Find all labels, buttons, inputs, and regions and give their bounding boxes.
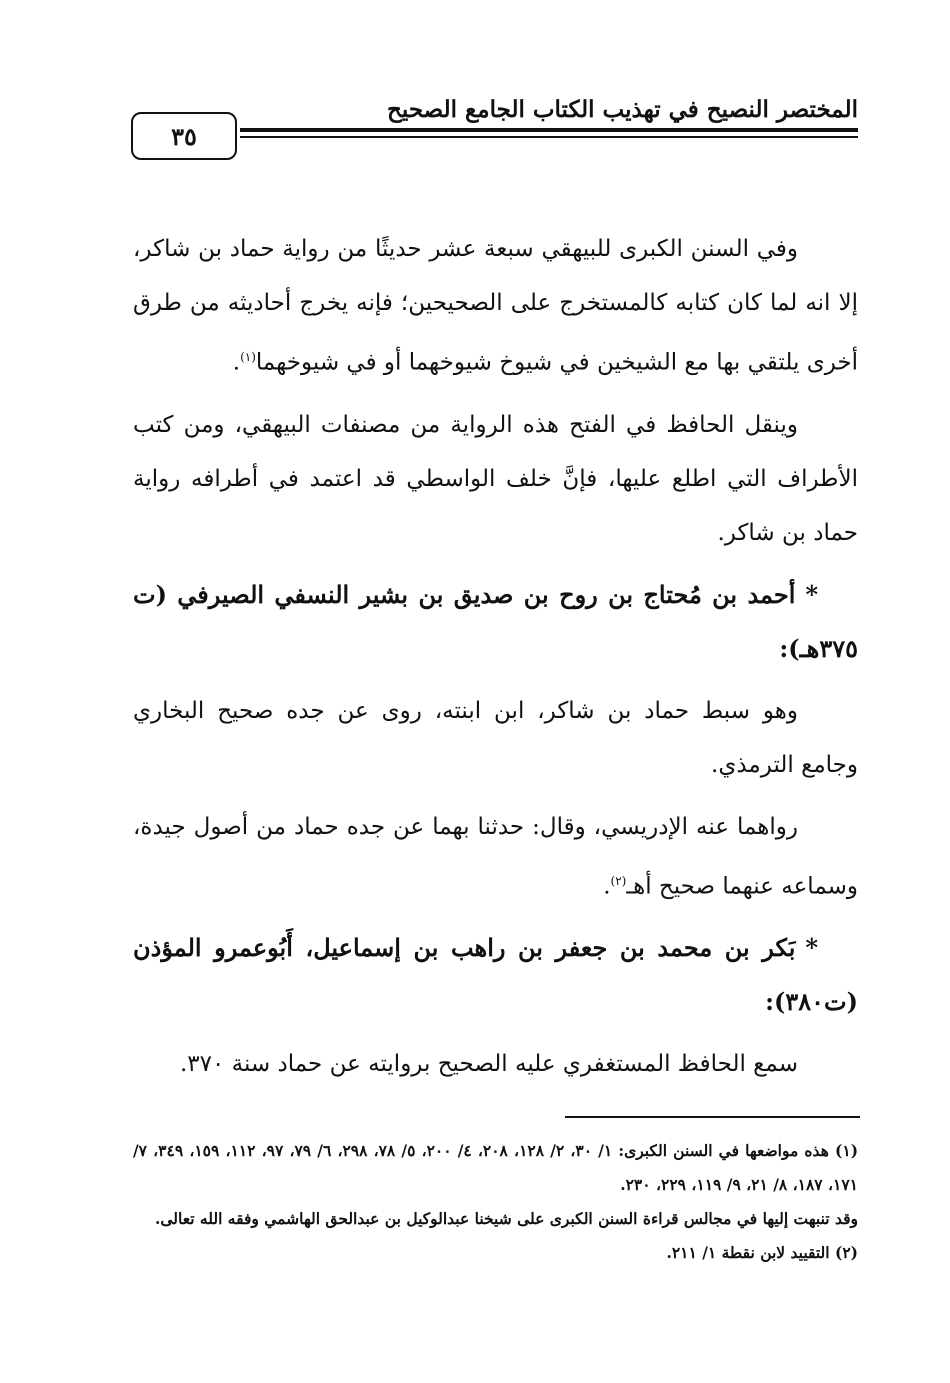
header-rule-thick (240, 128, 858, 132)
footnote-2 (133, 1236, 858, 1270)
heading-2-bullet: * (805, 933, 818, 963)
heading-2-text: بَكر بن محمد بن جعفر بن راهب بن إسماعيل، أَبُوعمرو المؤذن (ت٣٨٠): (133, 933, 858, 1017)
footnote-1-continuation (133, 1202, 858, 1236)
footnote-2-text: التقييد لابن نقطة ١/ ٢١١. (666, 1243, 830, 1262)
main-text (133, 222, 858, 1099)
paragraph-3 (133, 684, 858, 792)
heading-ahmad (133, 568, 858, 676)
footnotes (133, 1134, 858, 1270)
paragraph-5 (133, 1037, 858, 1091)
heading-1-bullet: * (805, 579, 818, 609)
heading-1-text: أحمد بن مُحتاج بن روح بن صديق بن بشير النسفي الصيرفي (ت ٣٧٥هـ): (133, 579, 858, 663)
paragraph-3-text: وهو سبط حماد بن شاكر، ابن ابنته، روى عن جده صحيح البخاري وجامع الترمذي. (133, 697, 858, 778)
footnote-separator (565, 1116, 860, 1118)
footnote-ref-2: (٢) (610, 873, 627, 888)
footnote-1-marker: (١) (835, 1141, 859, 1160)
paragraph-2-text: وينقل الحافظ في الفتح هذه الرواية من مصنفات البيهقي، ومن كتب الأطراف التي اطلع عليها، فإنَّ خلف الواسطي قد اعتمد في أطرافه رواية حماد بن شاكر. (133, 411, 858, 546)
paragraph-4-text: رواهما عنه الإدريسي، وقال: حدثنا بهما عن جده حماد من أصول جيدة، وسماعه عنهما صحيح أهـ (133, 813, 858, 900)
footnote-2-marker: (٢) (834, 1243, 858, 1262)
page-number-text: ٣٥ (171, 121, 197, 151)
paragraph-1 (133, 222, 858, 390)
paragraph-1-end: . (232, 349, 241, 376)
page-number (131, 112, 237, 160)
footnote-ref-1: (١) (240, 350, 256, 364)
footnote-1 (133, 1134, 858, 1202)
paragraph-4-end: . (603, 873, 611, 900)
paragraph-5-text: سمع الحافظ المستغفري عليه الصحيح بروايته عن حماد سنة ٣٧٠. (179, 1051, 798, 1078)
paragraph-2 (133, 398, 858, 560)
paragraph-4 (133, 800, 858, 914)
heading-bakr (133, 921, 858, 1029)
footnote-1-text: هذه مواضعها في السنن الكبرى: ١/ ٣٠، ٢/ ١٢٨، ٢٠٨، ٤/ ٢٠٠، ٥/ ٧٨، ٢٩٨، ٦/ ٧٩، ٩٧، ١١٢، ١٥٩، ٣٤٩، ٧/ ١٧١، ١٨٧، ٨/ ٢١، ٩/ ١١٩، ٢٢٩، ٢٣٠. (133, 1141, 858, 1194)
header-rule-thin (240, 136, 858, 138)
running-title: المختصر النصيح في تهذيب الكتاب الجامع الصحيح (387, 96, 858, 123)
paragraph-1-text: وفي السنن الكبرى للبيهقي سبعة عشر حديثًا من رواية حماد بن شاكر، إلا انه لما كان كتابه كالمستخرج على الصحيحين؛ فإنه يخرج أحاديثه من طرق أخرى يلتقي بها مع الشيخين في شيوخ شيوخهما أو في شيوخهما (133, 236, 858, 376)
footnote-1-continuation-text: وقد تنبهت إليها في مجالس قراءة السنن الكبرى على شيخنا عبدالوكيل بن عبدالحق الهاشمي وفقه الله تعالى. (154, 1209, 858, 1228)
